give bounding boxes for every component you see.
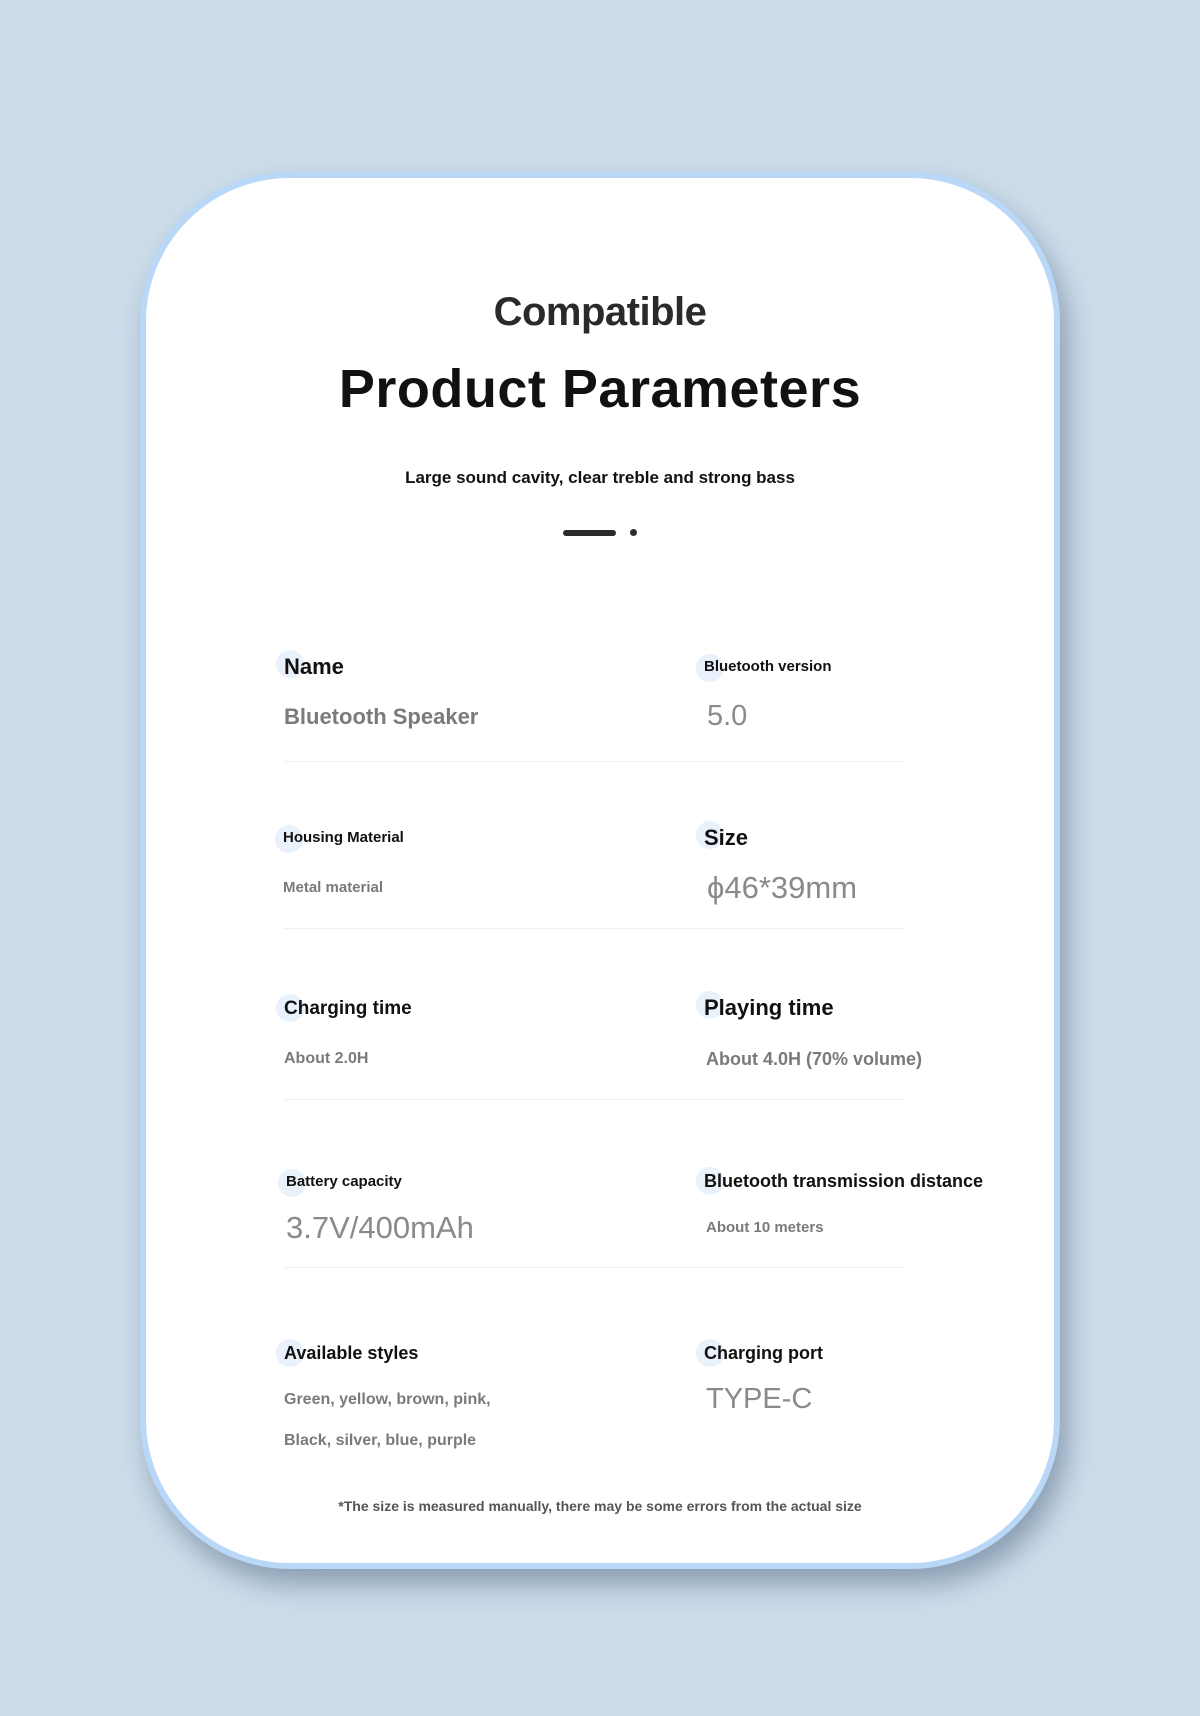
param-label: Battery capacity (286, 1173, 402, 1190)
param-value: About 4.0H (70% volume) (706, 1049, 923, 1069)
row-divider (284, 928, 904, 929)
param-charging-port (704, 1343, 823, 1415)
page-subtitle: Large sound cavity, clear treble and strong bass (405, 468, 795, 487)
param-label: Name (284, 654, 344, 679)
param-value: TYPE-C (706, 1383, 813, 1415)
param-transmission-distance (704, 1171, 984, 1236)
param-label: Charging time (284, 998, 412, 1019)
param-label: Bluetooth transmission distance (704, 1171, 984, 1191)
param-available-styles (284, 1343, 491, 1449)
decor-dot (630, 529, 637, 536)
row-divider (284, 1099, 904, 1100)
param-housing-material (283, 829, 404, 896)
kicker-heading: Compatible (493, 290, 707, 334)
param-label: Charging port (704, 1343, 823, 1363)
param-value: About 2.0H (284, 1050, 369, 1067)
param-label: Playing time (704, 995, 834, 1020)
param-value: Metal material (283, 879, 384, 896)
param-value: 5.0 (707, 700, 748, 732)
param-label: Bluetooth version (704, 658, 832, 675)
param-value: ϕ46*39mm (707, 870, 858, 905)
footnote: *The size is measured manually, there may be some errors from the actual size (338, 1498, 862, 1514)
param-value-line-2: Black, silver, blue, purple (284, 1432, 477, 1449)
param-value: Bluetooth Speaker (284, 704, 479, 729)
param-size (704, 825, 858, 905)
param-label: Size (704, 825, 749, 850)
param-value: About 10 meters (706, 1219, 824, 1236)
param-label: Available styles (284, 1343, 419, 1363)
param-name (284, 654, 479, 729)
param-battery-capacity (286, 1173, 474, 1245)
param-value-line-1: Green, yellow, brown, pink, (284, 1391, 491, 1408)
param-label: Housing Material (283, 829, 404, 846)
row-divider (284, 1267, 904, 1268)
page-title: Product Parameters (338, 359, 862, 419)
row-divider (284, 761, 904, 762)
param-value: 3.7V/400mAh (286, 1210, 474, 1245)
param-charging-time (284, 998, 412, 1067)
param-bluetooth-version (704, 658, 832, 732)
param-playing-time (704, 995, 923, 1069)
decor-dash (563, 530, 616, 536)
